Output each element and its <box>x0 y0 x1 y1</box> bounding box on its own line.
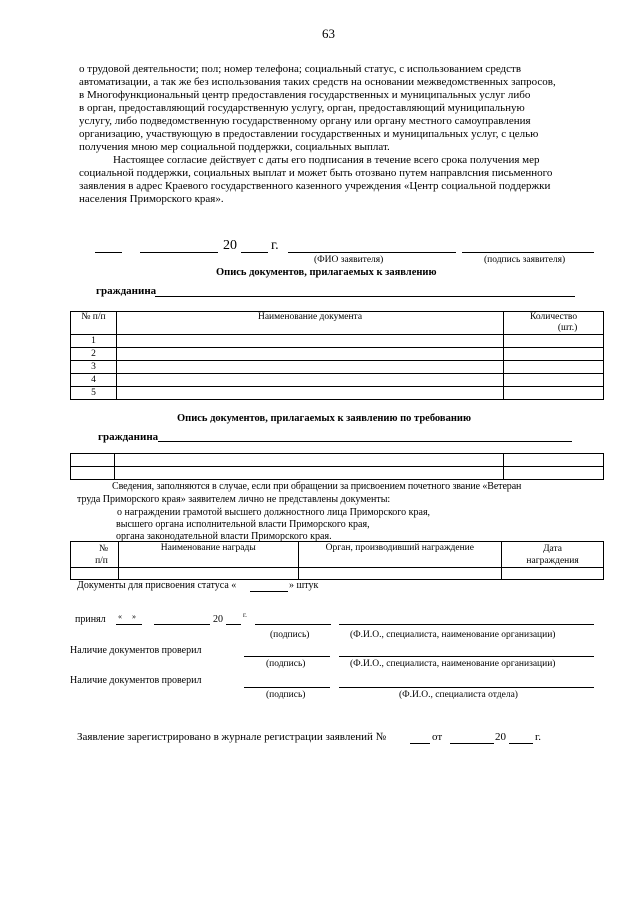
checked-signature-blank[interactable] <box>244 687 330 688</box>
document-cell[interactable] <box>116 348 503 361</box>
inventory-table <box>70 311 604 400</box>
year-blank[interactable] <box>241 252 268 253</box>
header-quantity-label: Количество <box>530 312 578 322</box>
document-cell[interactable] <box>116 335 503 348</box>
consent-line: в орган, предоставляющий государственную услугу, орган, предоставляющий муниципальную <box>79 102 525 114</box>
docs-count-suffix: » штук <box>289 580 319 591</box>
header-award-date-2: награждения <box>526 556 579 566</box>
row-number: 3 <box>71 361 117 374</box>
header-number-sign: № <box>98 544 109 554</box>
row-number: 4 <box>71 374 117 387</box>
info-line: труда Приморского края» заявителем лично не представлены документы: <box>77 494 391 505</box>
validity-line: населения Приморского края». <box>79 193 224 205</box>
award-name-cell[interactable] <box>118 568 298 580</box>
accepted-year-prefix: 20 <box>213 614 223 625</box>
header-award-name: Наименование награды <box>118 542 298 568</box>
citizen-name-field[interactable] <box>158 441 572 442</box>
row-number: 2 <box>71 348 117 361</box>
number-cell[interactable] <box>71 454 115 467</box>
day-blank[interactable] <box>95 252 122 253</box>
number-cell[interactable] <box>71 467 115 480</box>
quantity-cell[interactable] <box>504 374 604 387</box>
fio-caption: (Ф.И.О., специалиста, наименование организации) <box>350 659 556 669</box>
quantity-cell[interactable] <box>504 348 604 361</box>
month-blank[interactable] <box>140 252 218 253</box>
header-quantity-unit: (шт.) <box>557 323 578 333</box>
checked-fio-blank[interactable] <box>339 687 594 688</box>
fio-caption: (Ф.И.О., специалиста, наименование организации) <box>350 630 556 640</box>
document-cell[interactable] <box>114 454 503 467</box>
number-cell[interactable] <box>71 568 119 580</box>
header-number <box>71 542 119 568</box>
applicant-fio-blank[interactable] <box>288 252 456 253</box>
table-row <box>71 568 604 580</box>
validity-line: социальной поддержки, социальных выплат и может быть отозвано путем направлсния письменного <box>79 167 553 179</box>
docs-count-prefix: Документы для присвоения статуса « <box>77 580 237 591</box>
quantity-cell[interactable] <box>504 467 604 480</box>
table-row <box>71 387 604 400</box>
header-award-date-1: Дата <box>543 544 563 554</box>
document-cell[interactable] <box>116 361 503 374</box>
row-number: 5 <box>71 387 117 400</box>
consent-line: автоматизации, а так же без использования таких средств на основании межведомственных запросов, <box>79 76 556 88</box>
registration-date-blank[interactable] <box>450 743 494 744</box>
page-number: 63 <box>322 26 335 41</box>
table-row <box>71 374 604 387</box>
document-cell[interactable] <box>114 467 503 480</box>
header-number: № п/п <box>71 312 117 335</box>
accepted-fio-blank[interactable] <box>339 624 594 625</box>
table-row <box>71 454 604 467</box>
accepted-month-blank[interactable] <box>154 624 210 625</box>
table-row <box>71 348 604 361</box>
header-document-name: Наименование документа <box>116 312 503 335</box>
year-prefix: 20 <box>223 238 237 253</box>
info-item: о награждении грамотой высшего должностного лица Приморского края, <box>117 507 431 518</box>
signature-caption: (подпись заявителя) <box>484 255 566 265</box>
accepted-year-suffix: г. <box>243 611 247 619</box>
info-item: высшего органа исполнительной власти Приморского края, <box>116 519 370 530</box>
quote-close: » <box>132 612 136 621</box>
quantity-cell[interactable] <box>504 335 604 348</box>
consent-line: о трудовой деятельности; пол; номер телефона; социальный статус, с использованием средств <box>79 63 522 75</box>
registered-year-suffix: г. <box>535 731 542 743</box>
consent-line: в Многофункциональный центр предоставления государственных и муниципальных услуг либо <box>79 89 531 101</box>
inventory-required-title: Опись документов, прилагаемых к заявлению по требованию <box>177 413 471 424</box>
table-row <box>71 335 604 348</box>
consent-line: услугу, либо подведомственную государственному органу или органу местного самоуправления <box>79 115 531 127</box>
checked-fio-blank[interactable] <box>339 656 594 657</box>
fio-caption: (Ф.И.О., специалиста отдела) <box>399 690 518 700</box>
accepted-label: принял <box>75 614 106 625</box>
registered-from: от <box>432 731 443 743</box>
document-cell[interactable] <box>116 374 503 387</box>
consent-line: получения мною мер социальной поддержки, социальных выплат. <box>79 141 390 153</box>
fio-caption: (ФИО заявителя) <box>314 255 384 265</box>
info-item: органа законодательной власти Приморского края. <box>116 531 332 542</box>
validity-line: Настоящее согласие действует с даты его подписания в течение всего срока получения мер <box>113 154 540 166</box>
header-number-pp: п/п <box>95 556 108 566</box>
award-date-cell[interactable] <box>502 568 604 580</box>
table-row <box>71 361 604 374</box>
registered-text: Заявление зарегистрировано в журнале регистрации заявлений № <box>77 731 387 743</box>
signature-caption: (подпись) <box>266 659 306 669</box>
quote-open: « <box>118 612 122 621</box>
citizen-name-field[interactable] <box>155 296 575 297</box>
required-inventory-table <box>70 453 604 480</box>
table-row <box>71 467 604 480</box>
header-award-date <box>502 542 604 568</box>
validity-line: заявления в адрес Краевого государственного казенного учреждения «Центр социальной поддержки <box>79 180 551 192</box>
checked-signature-blank[interactable] <box>244 656 330 657</box>
header-awarding-body: Орган, производивший награждение <box>298 542 502 568</box>
signature-caption: (подпись) <box>270 630 310 640</box>
awards-table <box>70 541 604 580</box>
accepted-signature-blank[interactable] <box>255 624 331 625</box>
checked-label: Наличие документов проверил <box>70 645 202 656</box>
header-quantity <box>504 312 604 335</box>
applicant-signature-blank[interactable] <box>462 252 594 253</box>
citizen-label: гражданина <box>96 285 157 297</box>
info-line: Сведения, заполняются в случае, если при обращении за присвоением почетного звание «Ветеран <box>112 481 522 492</box>
citizen-label: гражданина <box>98 431 159 443</box>
signature-caption: (подпись) <box>266 690 306 700</box>
quantity-cell[interactable] <box>504 387 604 400</box>
quantity-cell[interactable] <box>504 361 604 374</box>
document-cell[interactable] <box>116 387 503 400</box>
awarding-body-cell[interactable] <box>298 568 502 580</box>
registered-year-prefix: 20 <box>495 731 506 743</box>
consent-line: организацию, участвующую в предоставлении государственных и муниципальных услуг, с целью <box>79 128 539 140</box>
accepted-year-blank[interactable] <box>226 624 241 625</box>
year-suffix: г. <box>271 238 279 253</box>
inventory-title: Опись документов, прилагаемых к заявлению <box>216 267 437 278</box>
accepted-day-blank[interactable] <box>116 624 142 625</box>
quantity-cell[interactable] <box>504 454 604 467</box>
registration-year-blank[interactable] <box>509 743 533 744</box>
registration-number-blank[interactable] <box>410 743 430 744</box>
row-number: 1 <box>71 335 117 348</box>
docs-count-blank[interactable] <box>250 591 288 592</box>
checked-label: Наличие документов проверил <box>70 675 202 686</box>
